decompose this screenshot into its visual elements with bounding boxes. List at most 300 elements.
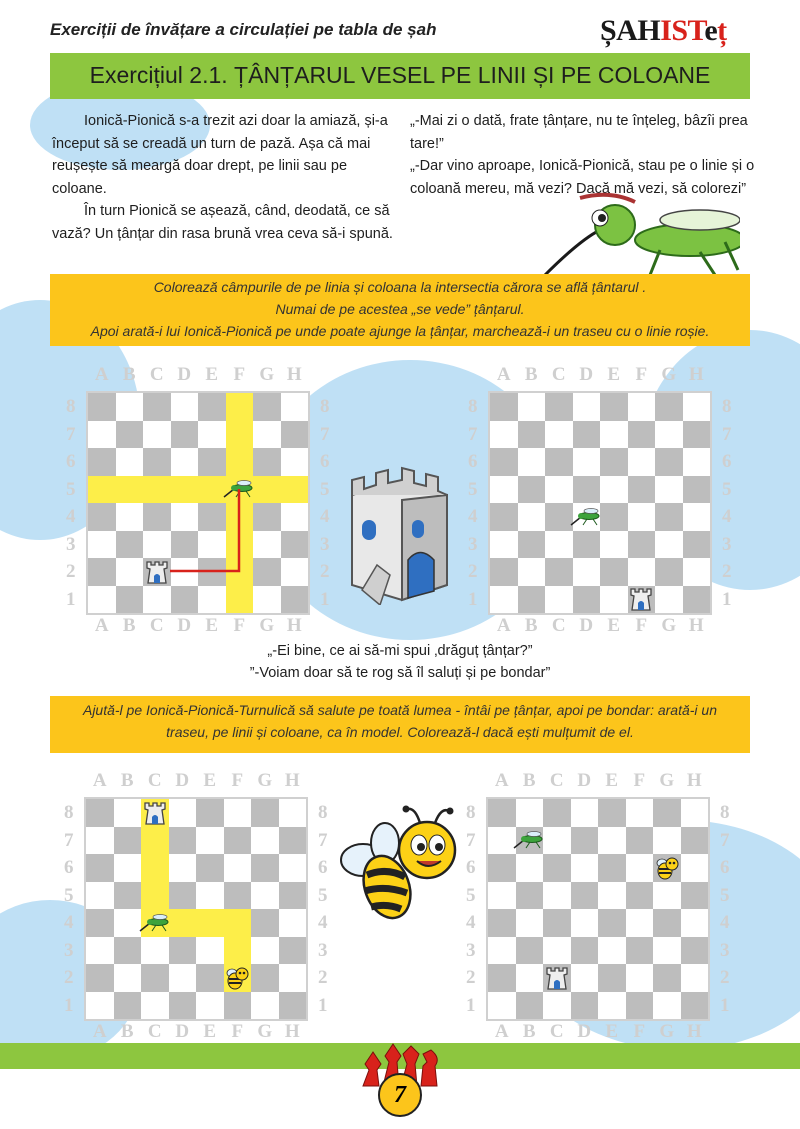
square-c4[interactable] bbox=[543, 909, 571, 937]
square-h1[interactable] bbox=[681, 992, 709, 1020]
square-a2[interactable] bbox=[86, 964, 114, 992]
rank-label: 7 bbox=[468, 423, 478, 445]
square-b6[interactable] bbox=[518, 448, 546, 476]
file-labels-top bbox=[488, 770, 708, 792]
square-c3[interactable] bbox=[141, 937, 169, 965]
square-f5[interactable] bbox=[628, 476, 656, 504]
rank-label: 6 bbox=[466, 857, 476, 878]
rank-labels-left bbox=[466, 799, 476, 1019]
rank-label: 7 bbox=[720, 829, 730, 851]
square-a2[interactable] bbox=[488, 964, 516, 992]
mosquito-icon bbox=[569, 507, 603, 527]
square-g8[interactable] bbox=[653, 799, 681, 827]
rank-label: 2 bbox=[722, 561, 732, 582]
square-e1[interactable] bbox=[600, 586, 628, 614]
square-d4[interactable] bbox=[573, 503, 601, 531]
square-f3[interactable] bbox=[628, 531, 656, 559]
square-g2[interactable] bbox=[251, 964, 279, 992]
square-e6[interactable] bbox=[196, 854, 224, 882]
square-f6[interactable] bbox=[628, 448, 656, 476]
square-d7[interactable] bbox=[573, 421, 601, 449]
file-label: H bbox=[686, 1021, 702, 1042]
square-d8[interactable] bbox=[573, 393, 601, 421]
square-d4[interactable] bbox=[169, 909, 197, 937]
square-h7[interactable] bbox=[279, 827, 307, 855]
rank-label: 8 bbox=[466, 802, 476, 823]
rank-label: 3 bbox=[320, 533, 330, 555]
square-e5[interactable] bbox=[598, 882, 626, 910]
square-a3[interactable] bbox=[488, 937, 516, 965]
rank-label: 3 bbox=[722, 533, 732, 555]
square-h3[interactable] bbox=[681, 937, 709, 965]
file-label: C bbox=[549, 770, 564, 791]
rank-label: 8 bbox=[722, 396, 732, 417]
square-b4[interactable] bbox=[518, 503, 546, 531]
square-h8[interactable] bbox=[279, 799, 307, 827]
file-label: B bbox=[120, 770, 134, 791]
square-f6[interactable] bbox=[626, 854, 654, 882]
file-label: G bbox=[661, 364, 677, 385]
square-d6[interactable] bbox=[573, 448, 601, 476]
square-e7[interactable] bbox=[598, 827, 626, 855]
rank-label: 2 bbox=[318, 967, 328, 988]
square-b2[interactable] bbox=[518, 558, 546, 586]
square-g1[interactable] bbox=[653, 992, 681, 1020]
rank-label: 3 bbox=[64, 939, 74, 961]
square-f7[interactable] bbox=[628, 421, 656, 449]
square-f8[interactable] bbox=[224, 799, 252, 827]
square-a1[interactable] bbox=[490, 586, 518, 614]
chessboard-exercise-1[interactable] bbox=[490, 393, 710, 613]
dialog-line: „-Ei bine, ce ai să-mi spui ‚drăguț țânțar?” bbox=[267, 643, 533, 659]
square-h3[interactable] bbox=[683, 531, 711, 559]
square-c1[interactable] bbox=[141, 992, 169, 1020]
square-d7[interactable] bbox=[571, 827, 599, 855]
square-c8[interactable] bbox=[545, 393, 573, 421]
square-e4[interactable] bbox=[600, 503, 628, 531]
square-e4[interactable] bbox=[196, 909, 224, 937]
square-e6[interactable] bbox=[598, 854, 626, 882]
square-g7[interactable] bbox=[653, 827, 681, 855]
square-a8[interactable] bbox=[86, 799, 114, 827]
file-label: C bbox=[551, 364, 566, 385]
square-c6[interactable] bbox=[543, 854, 571, 882]
square-f3[interactable] bbox=[626, 937, 654, 965]
square-d4[interactable] bbox=[571, 909, 599, 937]
rank-label: 1 bbox=[64, 994, 74, 1016]
square-g5[interactable] bbox=[653, 882, 681, 910]
square-c6[interactable] bbox=[141, 854, 169, 882]
castle-illustration bbox=[342, 465, 457, 605]
square-g4[interactable] bbox=[653, 909, 681, 937]
square-f4[interactable] bbox=[224, 909, 252, 937]
square-g8[interactable] bbox=[655, 393, 683, 421]
story-right bbox=[410, 110, 755, 200]
square-b6[interactable] bbox=[114, 854, 142, 882]
file-label: A bbox=[94, 364, 109, 385]
file-label: F bbox=[633, 770, 646, 791]
rank-label: 7 bbox=[64, 829, 74, 851]
square-b1[interactable] bbox=[114, 992, 142, 1020]
square-c3[interactable] bbox=[545, 531, 573, 559]
square-d5[interactable] bbox=[573, 476, 601, 504]
square-a5[interactable] bbox=[488, 882, 516, 910]
instruction-line: Numai de pe acestea „se vede” țânțarul. bbox=[275, 301, 525, 317]
square-g1[interactable] bbox=[251, 992, 279, 1020]
square-b7[interactable] bbox=[516, 827, 544, 855]
square-e6[interactable] bbox=[600, 448, 628, 476]
square-d5[interactable] bbox=[169, 882, 197, 910]
square-h1[interactable] bbox=[279, 992, 307, 1020]
file-label: E bbox=[205, 615, 219, 636]
square-h4[interactable] bbox=[681, 909, 709, 937]
square-f1[interactable] bbox=[626, 992, 654, 1020]
rook-icon bbox=[629, 586, 653, 612]
file-label: D bbox=[175, 1021, 190, 1042]
square-c2[interactable] bbox=[545, 558, 573, 586]
square-d3[interactable] bbox=[571, 937, 599, 965]
grasshopper-illustration bbox=[540, 190, 740, 280]
rank-label: 2 bbox=[466, 967, 476, 988]
square-e2[interactable] bbox=[196, 964, 224, 992]
square-c2[interactable] bbox=[543, 964, 571, 992]
square-a5[interactable] bbox=[86, 882, 114, 910]
square-d3[interactable] bbox=[573, 531, 601, 559]
file-label: C bbox=[549, 1021, 564, 1042]
square-c2[interactable] bbox=[141, 964, 169, 992]
file-label: D bbox=[577, 1021, 592, 1042]
square-b8[interactable] bbox=[114, 799, 142, 827]
story-paragraph: În turn Pionică se așează, când, deodată, ce să vază? Un țânțar din rasa brună vrea ceva să-i spună. bbox=[52, 203, 393, 242]
square-b2[interactable] bbox=[114, 964, 142, 992]
square-g4[interactable] bbox=[655, 503, 683, 531]
square-e5[interactable] bbox=[196, 882, 224, 910]
square-f5[interactable] bbox=[224, 882, 252, 910]
instruction-line: Colorează câmpurile de pe linia și coloana la intersectia cărora se află țântarul . bbox=[153, 279, 647, 295]
rank-label: 1 bbox=[720, 994, 730, 1016]
square-b3[interactable] bbox=[114, 937, 142, 965]
square-g2[interactable] bbox=[653, 964, 681, 992]
square-c8[interactable] bbox=[141, 799, 169, 827]
square-a7[interactable] bbox=[490, 421, 518, 449]
square-e2[interactable] bbox=[598, 964, 626, 992]
exercise-title-banner bbox=[50, 53, 750, 99]
square-g3[interactable] bbox=[251, 937, 279, 965]
square-c1[interactable] bbox=[545, 586, 573, 614]
file-label: F bbox=[231, 1021, 244, 1042]
instruction-box-2 bbox=[50, 696, 750, 753]
square-h4[interactable] bbox=[683, 503, 711, 531]
square-a2[interactable] bbox=[490, 558, 518, 586]
square-a6[interactable] bbox=[86, 854, 114, 882]
rank-label: 6 bbox=[720, 857, 730, 878]
square-d1[interactable] bbox=[169, 992, 197, 1020]
square-h8[interactable] bbox=[681, 799, 709, 827]
square-e8[interactable] bbox=[196, 799, 224, 827]
file-labels-top bbox=[490, 364, 710, 386]
square-h4[interactable] bbox=[279, 909, 307, 937]
square-g1[interactable] bbox=[655, 586, 683, 614]
square-b7[interactable] bbox=[518, 421, 546, 449]
square-f7[interactable] bbox=[626, 827, 654, 855]
file-label: H bbox=[688, 364, 704, 385]
file-label: B bbox=[122, 364, 136, 385]
square-g4[interactable] bbox=[251, 909, 279, 937]
square-e2[interactable] bbox=[600, 558, 628, 586]
square-h6[interactable] bbox=[279, 854, 307, 882]
square-c7[interactable] bbox=[545, 421, 573, 449]
square-b3[interactable] bbox=[516, 937, 544, 965]
rank-label: 5 bbox=[66, 478, 76, 500]
square-a4[interactable] bbox=[86, 909, 114, 937]
rank-label: 2 bbox=[468, 561, 478, 582]
square-b2[interactable] bbox=[516, 964, 544, 992]
rank-labels-right bbox=[320, 393, 330, 613]
square-b1[interactable] bbox=[516, 992, 544, 1020]
square-c1[interactable] bbox=[543, 992, 571, 1020]
file-label: A bbox=[496, 364, 511, 385]
rank-label: 3 bbox=[720, 939, 730, 961]
rank-label: 8 bbox=[468, 396, 478, 417]
file-label: E bbox=[607, 615, 621, 636]
page-number: 7 bbox=[378, 1073, 422, 1117]
rank-label: 1 bbox=[722, 588, 732, 610]
square-c7[interactable] bbox=[141, 827, 169, 855]
square-b5[interactable] bbox=[114, 882, 142, 910]
rank-label: 8 bbox=[318, 802, 328, 823]
square-e4[interactable] bbox=[598, 909, 626, 937]
mosquito-icon bbox=[512, 830, 546, 850]
square-d2[interactable] bbox=[169, 964, 197, 992]
square-g5[interactable] bbox=[251, 882, 279, 910]
rank-labels-right bbox=[318, 799, 328, 1019]
square-f2[interactable] bbox=[224, 964, 252, 992]
square-g3[interactable] bbox=[655, 531, 683, 559]
square-a7[interactable] bbox=[86, 827, 114, 855]
file-label: E bbox=[205, 364, 219, 385]
square-g5[interactable] bbox=[655, 476, 683, 504]
file-label: B bbox=[522, 1021, 536, 1042]
rank-labels-left bbox=[64, 799, 74, 1019]
square-a3[interactable] bbox=[86, 937, 114, 965]
square-a4[interactable] bbox=[488, 909, 516, 937]
square-d7[interactable] bbox=[169, 827, 197, 855]
file-labels-bottom bbox=[490, 615, 710, 637]
square-h5[interactable] bbox=[279, 882, 307, 910]
rank-label: 5 bbox=[466, 884, 476, 906]
square-e3[interactable] bbox=[196, 937, 224, 965]
file-label: B bbox=[120, 1021, 134, 1042]
rank-label: 8 bbox=[720, 802, 730, 823]
rank-labels-left bbox=[66, 393, 76, 613]
square-a4[interactable] bbox=[490, 503, 518, 531]
chessboard-exercise-2[interactable] bbox=[488, 799, 708, 1019]
rank-label: 1 bbox=[466, 994, 476, 1016]
square-a6[interactable] bbox=[490, 448, 518, 476]
square-e7[interactable] bbox=[196, 827, 224, 855]
square-a5[interactable] bbox=[490, 476, 518, 504]
dialog-line: ”-Voiam doar să te rog să îl saluți și pe bondar” bbox=[249, 665, 551, 681]
square-d3[interactable] bbox=[169, 937, 197, 965]
square-g6[interactable] bbox=[655, 448, 683, 476]
square-g3[interactable] bbox=[653, 937, 681, 965]
square-g7[interactable] bbox=[251, 827, 279, 855]
rook-icon bbox=[143, 800, 167, 826]
square-c5[interactable] bbox=[141, 882, 169, 910]
rank-labels-left bbox=[468, 393, 478, 613]
square-h7[interactable] bbox=[681, 827, 709, 855]
square-h6[interactable] bbox=[681, 854, 709, 882]
square-e5[interactable] bbox=[600, 476, 628, 504]
square-c5[interactable] bbox=[545, 476, 573, 504]
square-d1[interactable] bbox=[573, 586, 601, 614]
square-c3[interactable] bbox=[543, 937, 571, 965]
square-b6[interactable] bbox=[516, 854, 544, 882]
rank-label: 4 bbox=[466, 912, 476, 933]
square-e3[interactable] bbox=[598, 937, 626, 965]
file-label: C bbox=[551, 615, 566, 636]
rank-label: 4 bbox=[720, 912, 730, 933]
file-label: B bbox=[122, 615, 136, 636]
square-f7[interactable] bbox=[224, 827, 252, 855]
square-h8[interactable] bbox=[683, 393, 711, 421]
square-b8[interactable] bbox=[518, 393, 546, 421]
file-label: G bbox=[257, 770, 273, 791]
square-c7[interactable] bbox=[543, 827, 571, 855]
bee-icon bbox=[654, 855, 680, 881]
square-d1[interactable] bbox=[571, 992, 599, 1020]
square-d6[interactable] bbox=[571, 854, 599, 882]
file-label: E bbox=[605, 1021, 619, 1042]
square-g2[interactable] bbox=[655, 558, 683, 586]
square-c8[interactable] bbox=[543, 799, 571, 827]
square-f6[interactable] bbox=[224, 854, 252, 882]
file-label: F bbox=[231, 770, 244, 791]
square-d5[interactable] bbox=[571, 882, 599, 910]
square-f4[interactable] bbox=[626, 909, 654, 937]
rank-label: 6 bbox=[468, 451, 478, 472]
rank-label: 4 bbox=[64, 912, 74, 933]
square-f8[interactable] bbox=[628, 393, 656, 421]
exercise-title: Exercițiul 2.1. ȚÂNȚARUL VESEL PE LINII ȘI PE COLOANE bbox=[89, 62, 711, 88]
square-h5[interactable] bbox=[681, 882, 709, 910]
square-g8[interactable] bbox=[251, 799, 279, 827]
square-b4[interactable] bbox=[516, 909, 544, 937]
rank-label: 2 bbox=[720, 967, 730, 988]
square-c5[interactable] bbox=[543, 882, 571, 910]
square-f3[interactable] bbox=[224, 937, 252, 965]
rank-label: 1 bbox=[320, 588, 330, 610]
square-b5[interactable] bbox=[516, 882, 544, 910]
square-c6[interactable] bbox=[545, 448, 573, 476]
square-a8[interactable] bbox=[490, 393, 518, 421]
square-h6[interactable] bbox=[683, 448, 711, 476]
rank-label: 4 bbox=[66, 506, 76, 527]
square-d8[interactable] bbox=[169, 799, 197, 827]
square-f1[interactable] bbox=[224, 992, 252, 1020]
square-d2[interactable] bbox=[571, 964, 599, 992]
square-f5[interactable] bbox=[626, 882, 654, 910]
file-label: F bbox=[233, 615, 246, 636]
square-h5[interactable] bbox=[683, 476, 711, 504]
file-label: D bbox=[579, 364, 594, 385]
bee-illustration bbox=[335, 805, 465, 935]
square-e7[interactable] bbox=[600, 421, 628, 449]
rank-label: 4 bbox=[320, 506, 330, 527]
square-a3[interactable] bbox=[490, 531, 518, 559]
square-h3[interactable] bbox=[279, 937, 307, 965]
square-a1[interactable] bbox=[488, 992, 516, 1020]
square-h2[interactable] bbox=[279, 964, 307, 992]
square-g7[interactable] bbox=[655, 421, 683, 449]
square-a6[interactable] bbox=[488, 854, 516, 882]
square-a1[interactable] bbox=[86, 992, 114, 1020]
story-paragraph: Ionică-Pionică s-a trezit azi doar la amiază, și-a început să se creadă un turn de pază. Așa că mai reușește să meargă doar drept, pe linii sau pe coloane. bbox=[52, 113, 388, 197]
file-label: G bbox=[659, 1021, 675, 1042]
square-e8[interactable] bbox=[600, 393, 628, 421]
mosquito-icon bbox=[138, 913, 172, 933]
square-g6[interactable] bbox=[653, 854, 681, 882]
square-g6[interactable] bbox=[251, 854, 279, 882]
rank-label: 1 bbox=[468, 588, 478, 610]
square-f8[interactable] bbox=[626, 799, 654, 827]
square-f4[interactable] bbox=[628, 503, 656, 531]
rank-label: 6 bbox=[318, 857, 328, 878]
square-h2[interactable] bbox=[681, 964, 709, 992]
rank-label: 5 bbox=[722, 478, 732, 500]
file-label: G bbox=[661, 615, 677, 636]
square-e8[interactable] bbox=[598, 799, 626, 827]
file-label: H bbox=[688, 615, 704, 636]
square-f2[interactable] bbox=[628, 558, 656, 586]
file-label: F bbox=[635, 615, 648, 636]
rank-label: 2 bbox=[64, 967, 74, 988]
square-e1[interactable] bbox=[598, 992, 626, 1020]
rank-label: 6 bbox=[320, 451, 330, 472]
rank-label: 1 bbox=[318, 994, 328, 1016]
file-label: E bbox=[203, 1021, 217, 1042]
file-label: A bbox=[92, 1021, 107, 1042]
square-c4[interactable] bbox=[141, 909, 169, 937]
square-a8[interactable] bbox=[488, 799, 516, 827]
square-h7[interactable] bbox=[683, 421, 711, 449]
square-b7[interactable] bbox=[114, 827, 142, 855]
square-d2[interactable] bbox=[573, 558, 601, 586]
file-label: F bbox=[233, 364, 246, 385]
square-d6[interactable] bbox=[169, 854, 197, 882]
square-f2[interactable] bbox=[626, 964, 654, 992]
file-label: H bbox=[284, 770, 300, 791]
file-label: D bbox=[177, 364, 192, 385]
instruction-line: traseu, pe linii și coloane, ca în model. Colorează-l dacă ești mulțumit de el. bbox=[166, 724, 634, 740]
square-b3[interactable] bbox=[518, 531, 546, 559]
bee-icon bbox=[224, 965, 250, 991]
logo: ȘAHISTeț bbox=[600, 14, 727, 47]
square-d8[interactable] bbox=[571, 799, 599, 827]
square-e1[interactable] bbox=[196, 992, 224, 1020]
square-b5[interactable] bbox=[518, 476, 546, 504]
square-b1[interactable] bbox=[518, 586, 546, 614]
rank-label: 7 bbox=[466, 829, 476, 851]
square-h2[interactable] bbox=[683, 558, 711, 586]
square-b8[interactable] bbox=[516, 799, 544, 827]
square-h1[interactable] bbox=[683, 586, 711, 614]
file-label: E bbox=[203, 770, 217, 791]
square-e3[interactable] bbox=[600, 531, 628, 559]
rank-label: 4 bbox=[722, 506, 732, 527]
square-f1[interactable] bbox=[628, 586, 656, 614]
story-paragraph: „-Mai zi o dată, frate țânțare, nu te înțeleg, bâzîi prea tare!” bbox=[410, 113, 748, 152]
